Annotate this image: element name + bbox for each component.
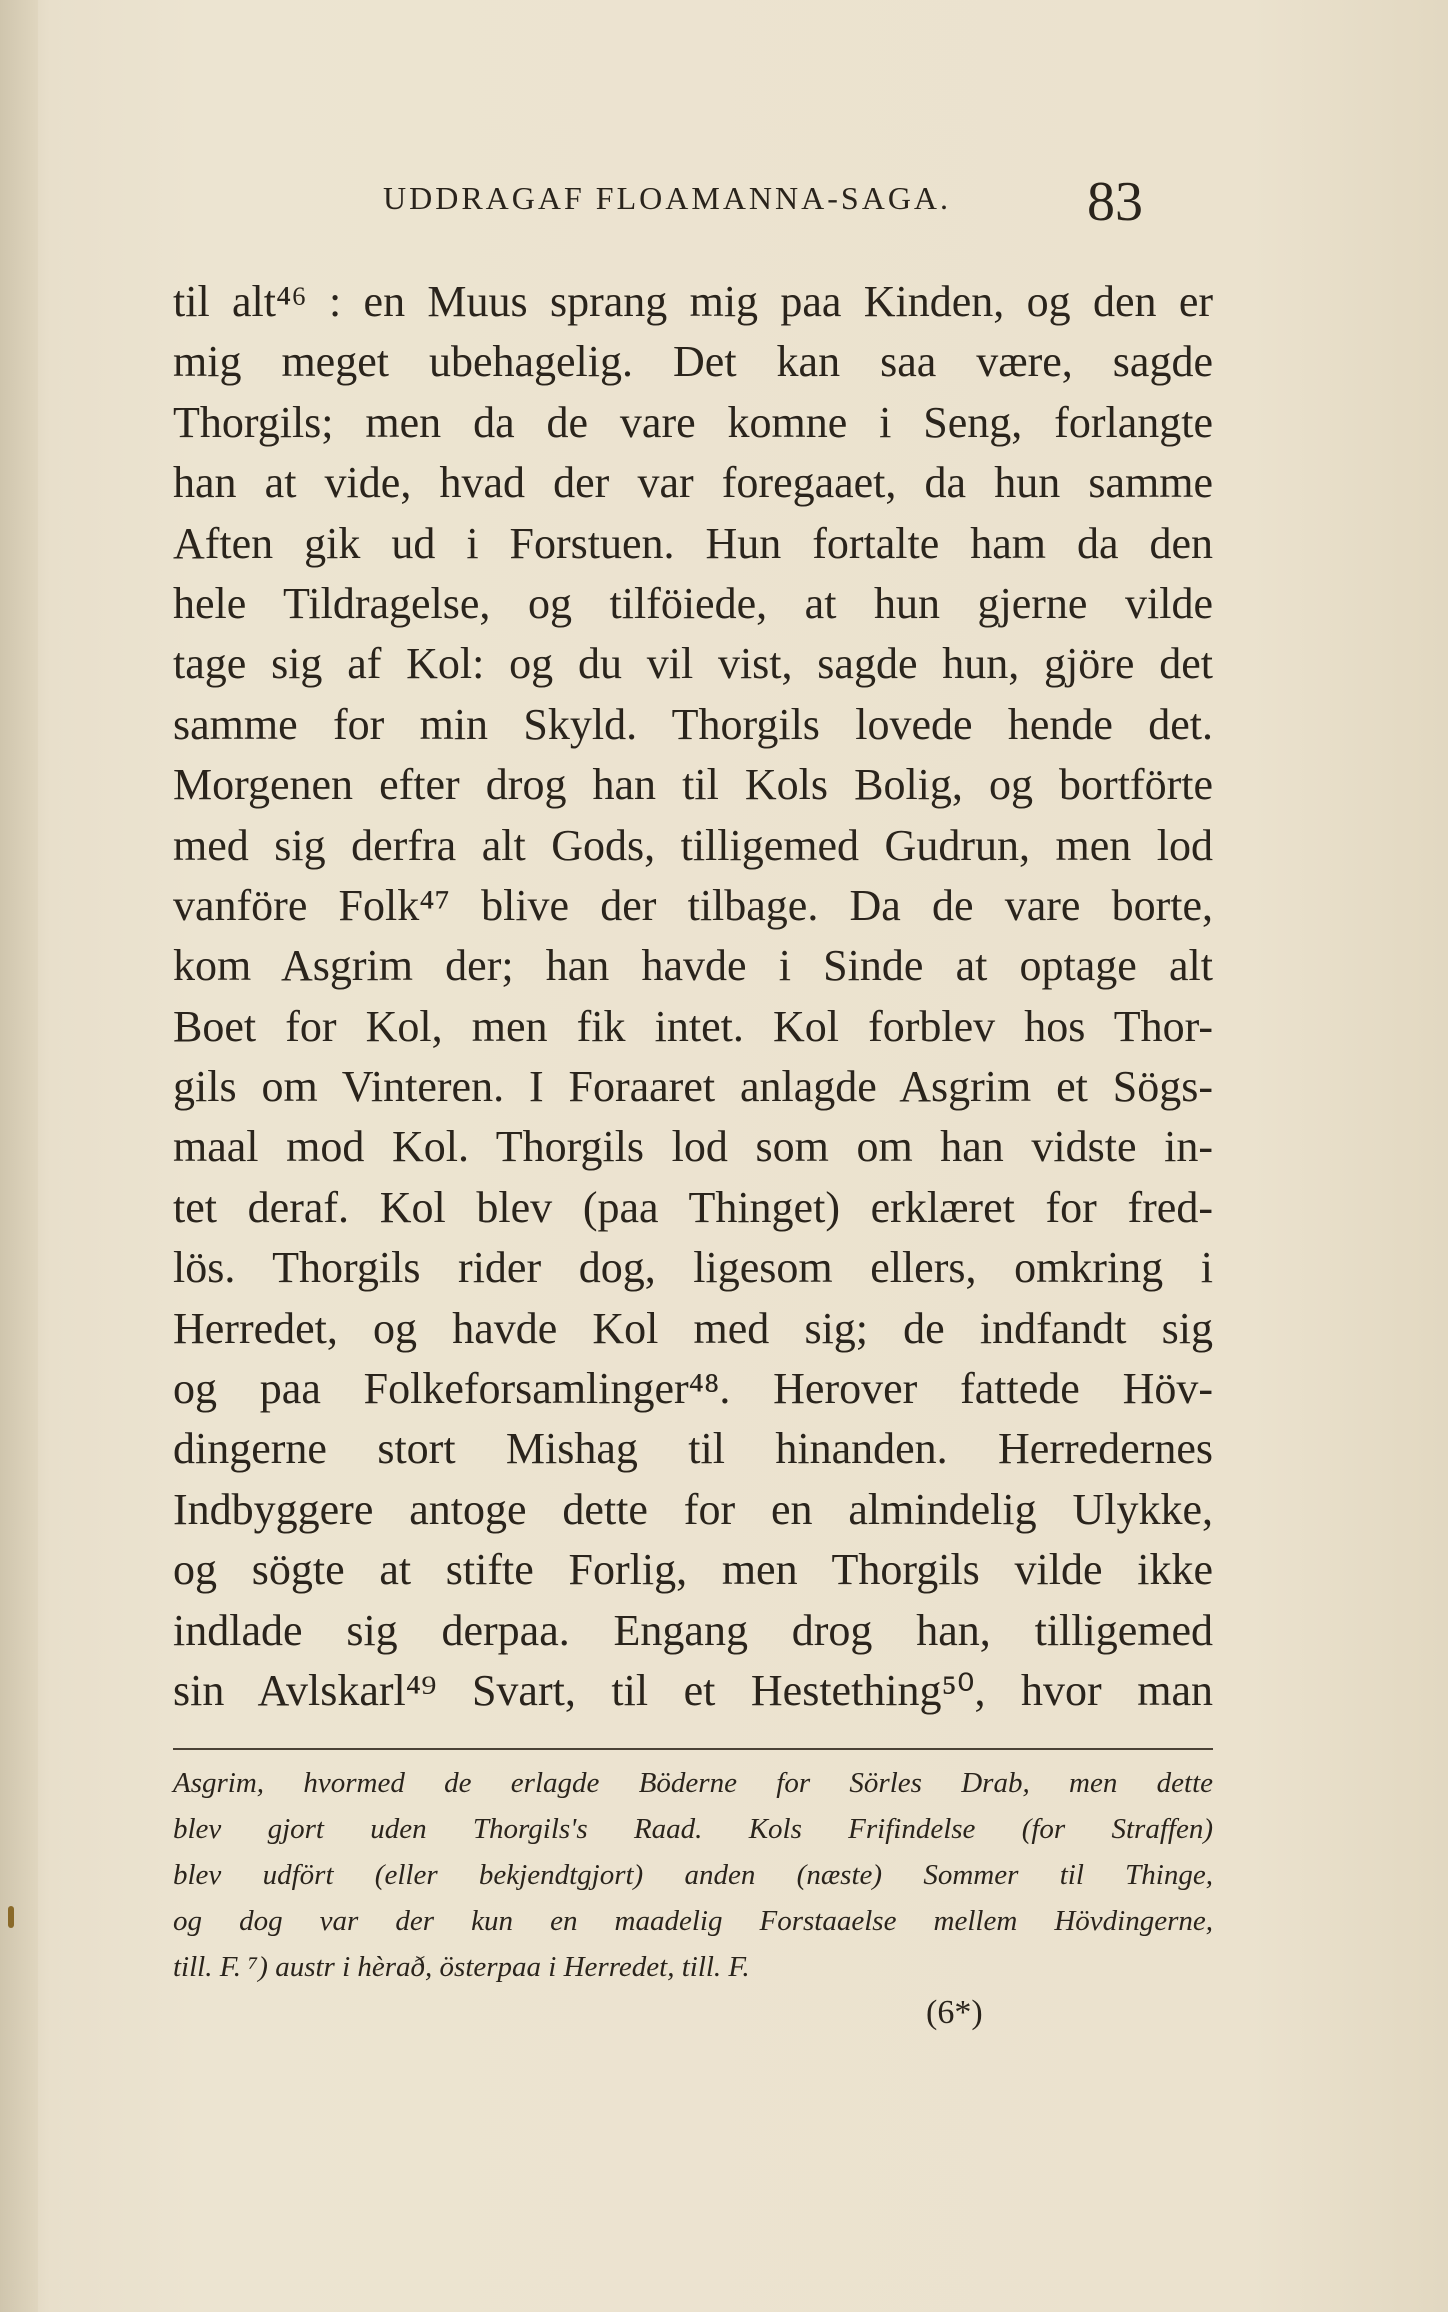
page-edge-mark [8,1906,14,1928]
page-number: 83 [1087,171,1143,233]
text-line: samme for min Skyld. Thorgils lovede hende det. [173,699,1213,749]
text-line: hele Tildragelse, og tilföiede, at hun gjerne vilde [173,578,1213,628]
footnote-line: blev gjort uden Thorgils's Raad. Kols Frifindelse (for Straffen) [173,1813,1213,1845]
text-line: indlade sig derpaa. Engang drog han, tilligemed [173,1605,1213,1655]
running-title: UDDRAGAF FLOAMANNA-SAGA. [383,180,952,216]
text-line: han at vide, hvad der var foregaaet, da hun samme [173,458,1213,508]
text-line: maal mod Kol. Thorgils lod som om han vidste in- [173,1122,1213,1172]
footnotes [173,1760,1213,1990]
text-line: Herredet, og havde Kol med sig; de indfandt sig [173,1303,1213,1353]
text-line: Thorgils; men da de vare komne i Seng, forlangte [173,397,1213,447]
footnote-line: Asgrim, hvormed de erlagde Böderne for Sörles Drab, men dette [173,1767,1213,1799]
text-line: kom Asgrim der; han havde i Sinde at optage alt [173,941,1213,991]
text-line: tage sig af Kol: og du vil vist, sagde hun, gjöre det [173,639,1213,689]
footnote-line: till. F. ⁷) austr i hèrað, österpaa i Herredet, till. F. [173,1951,750,1983]
footnote-rule [173,1748,1213,1750]
text-line: tet deraf. Kol blev (paa Thinget) erklæret for fred- [173,1182,1213,1232]
signature-mark: (6*) [926,1994,983,2031]
main-text [173,272,1213,1721]
text-line: med sig derfra alt Gods, tilligemed Gudrun, men lod [173,820,1213,870]
running-head [383,170,1223,233]
text-line: Boet for Kol, men fik intet. Kol forblev hos Thor- [173,1001,1213,1051]
text-line: gils om Vinteren. I Foraaret anlagde Asgrim et Sögs- [173,1062,1213,1112]
text-line: til alt⁴⁶ : en Muus sprang mig paa Kinden, og den er [173,277,1213,326]
text-line: lös. Thorgils rider dog, ligesom ellers, omkring i [173,1243,1213,1293]
text-line: vanföre Folk⁴⁷ blive der tilbage. Da de vare borte, [173,880,1213,930]
text-line: og paa Folkeforsamlinger⁴⁸. Herover fattede Höv- [173,1364,1213,1414]
text-line: Morgenen efter drog han til Kols Bolig, og bortförte [173,760,1213,810]
binding-shadow [0,0,38,2312]
text-line: Aften gik ud i Forstuen. Hun fortalte ham da den [173,518,1213,568]
footnote-line: blev udfört (eller bekjendtgjort) anden (næste) Sommer til Thinge, [173,1859,1213,1891]
text-line: og sögte at stifte Forlig, men Thorgils vilde ikke [173,1545,1213,1595]
text-line: sin Avlskarl⁴⁹ Svart, til et Hestething⁵⁰, hvor man [173,1665,1213,1715]
text-line: Indbyggere antoge dette for en almindelig Ulykke, [173,1484,1213,1534]
footnote-line: og dog var der kun en maadelig Forstaaelse mellem Hövdingerne, [173,1905,1213,1937]
text-line: dingerne stort Mishag til hinanden. Herredernes [173,1424,1213,1474]
text-line: mig meget ubehagelig. Det kan saa være, sagde [173,337,1213,387]
